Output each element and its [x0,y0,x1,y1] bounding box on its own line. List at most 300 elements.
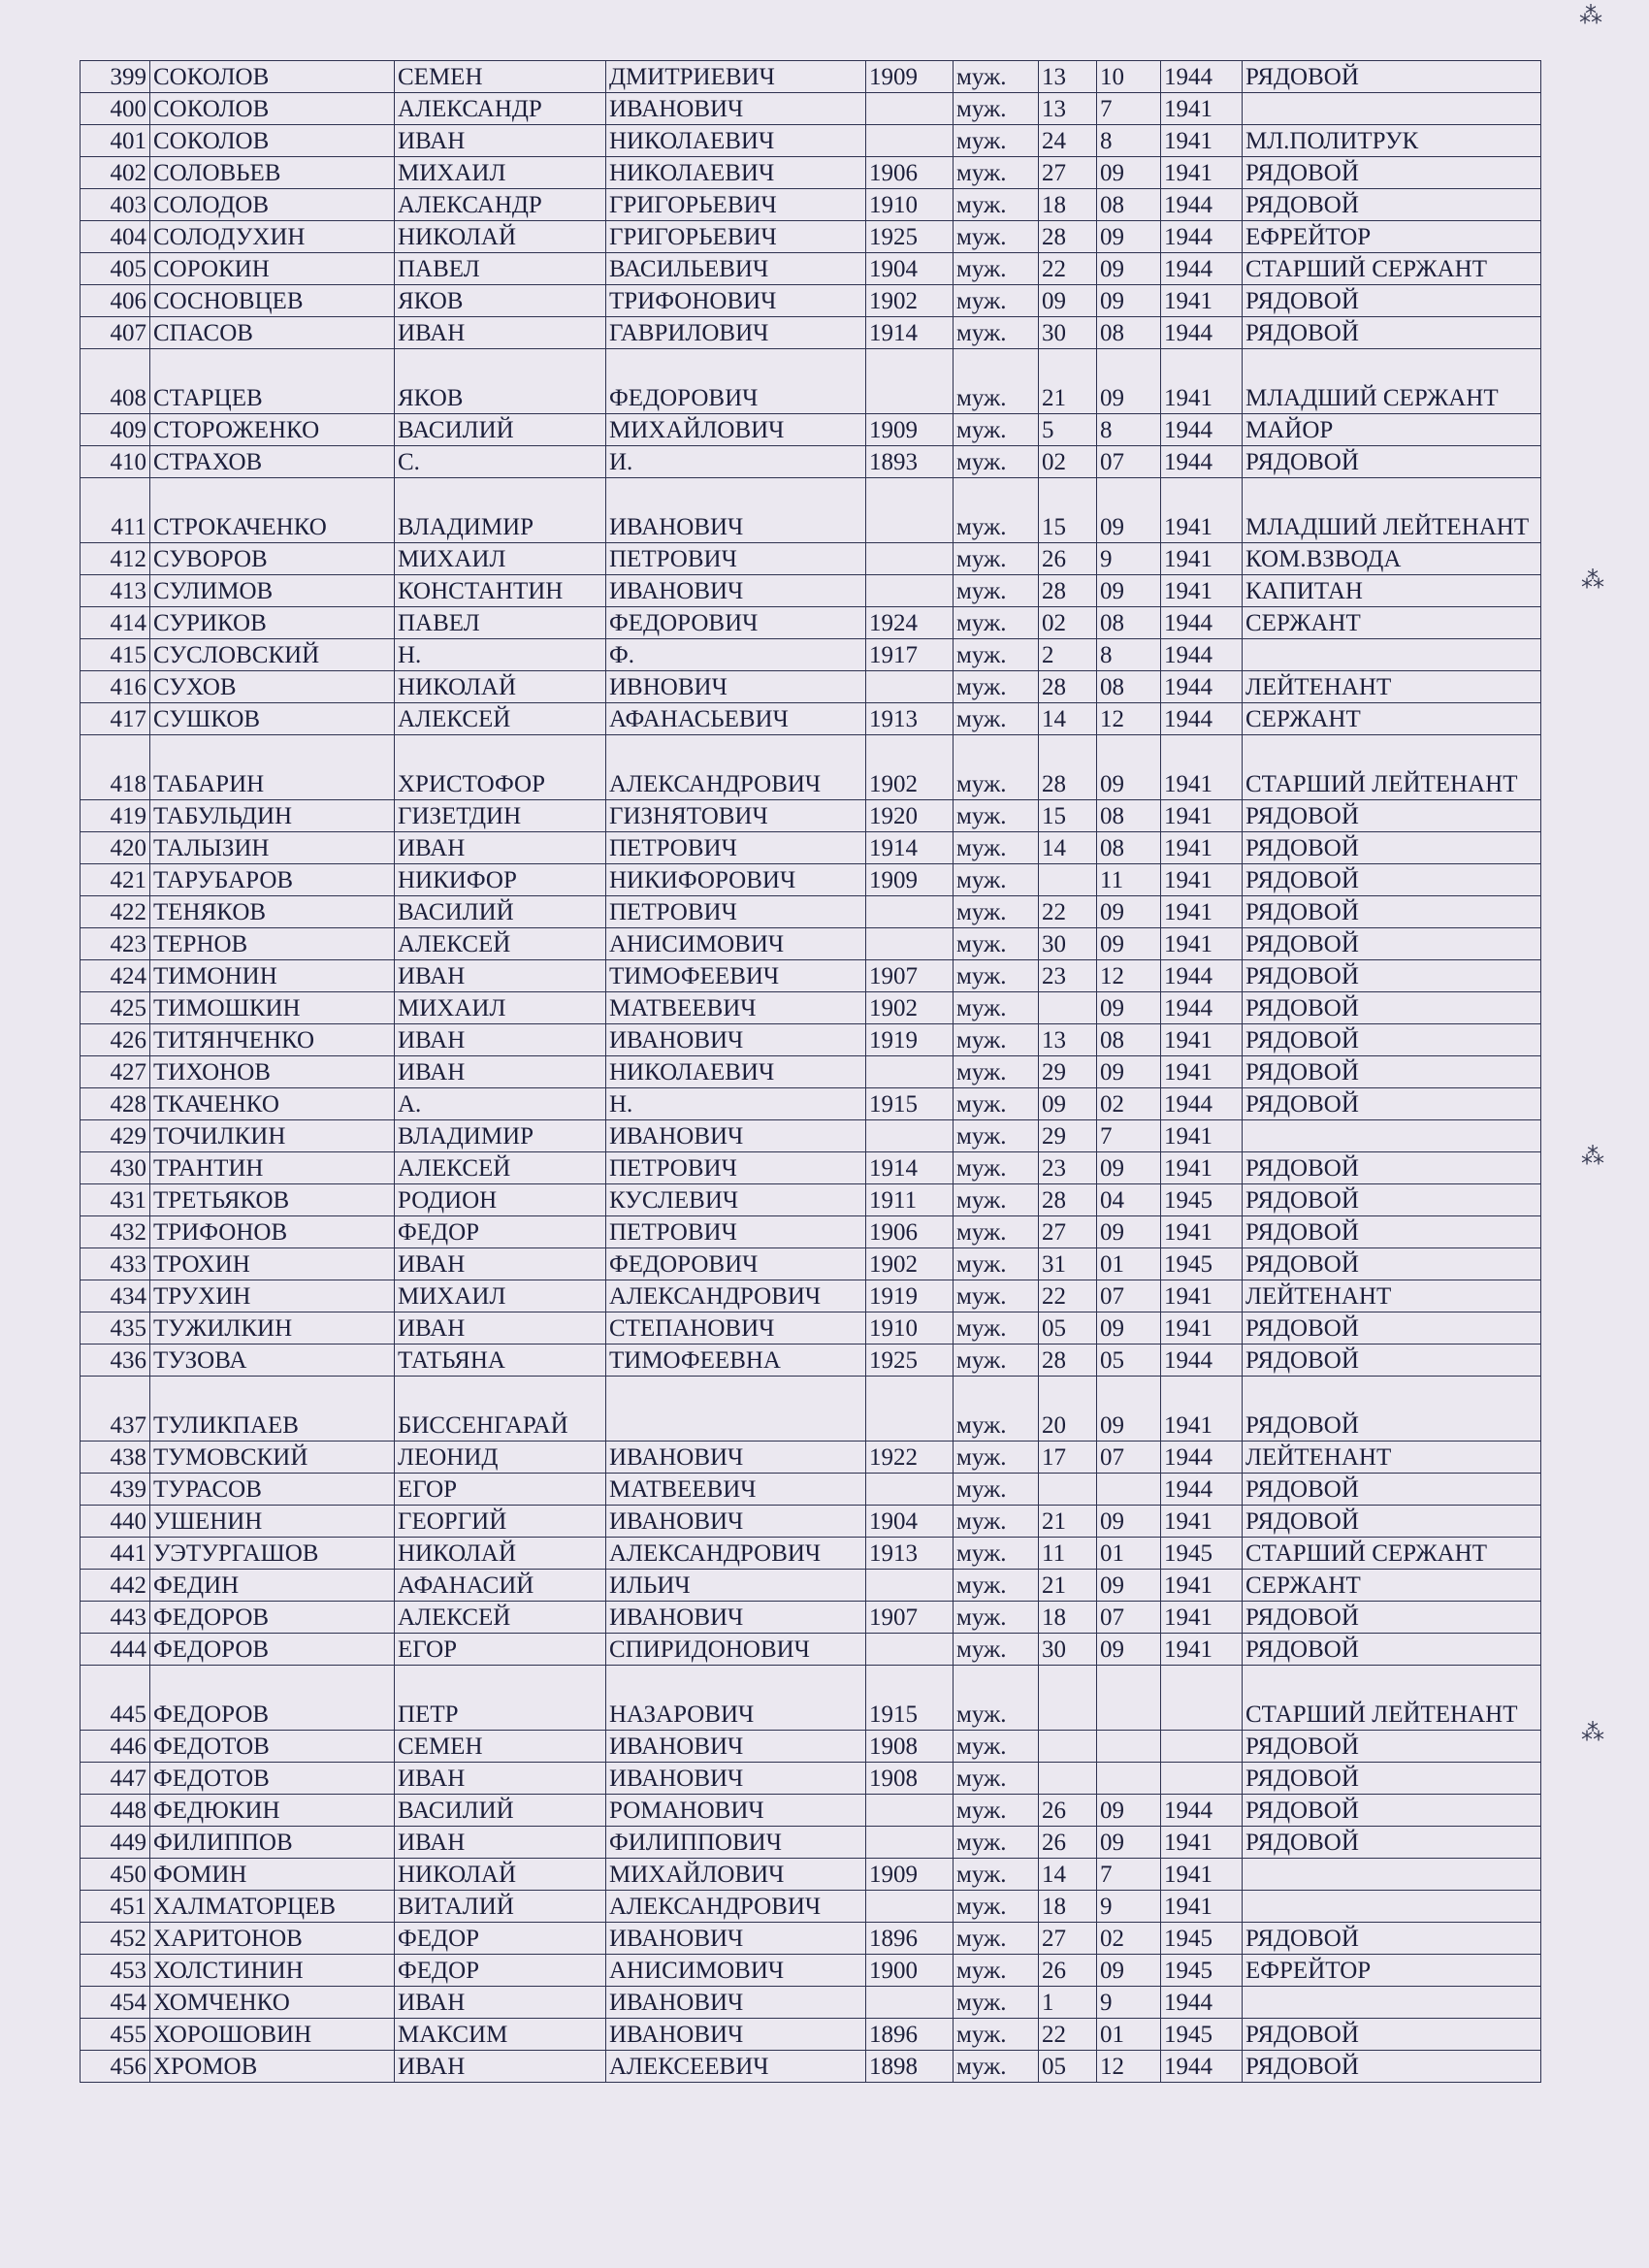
year-cell: 1944 [1161,671,1243,703]
surname-cell: СУХОВ [150,671,395,703]
year-cell: 1941 [1161,864,1243,896]
patronymic-cell: ИВАНОВИЧ [606,2019,866,2051]
patronymic-cell: ИВАНОВИЧ [606,1120,866,1152]
rank-cell: РЯДОВОЙ [1243,1602,1541,1634]
row-number: 453 [81,1955,150,1987]
month-cell: 7 [1097,1120,1161,1152]
first-name-cell: А. [395,1088,606,1120]
surname-cell: ХОЛСТИНИН [150,1955,395,1987]
patronymic-cell: ИВНОВИЧ [606,671,866,703]
month-cell: 12 [1097,960,1161,992]
rank-cell: ЕФРЕЙТОР [1243,1955,1541,1987]
surname-cell: ТИТЯНЧЕНКО [150,1024,395,1056]
surname-cell: ФЕДОТОВ [150,1763,395,1795]
day-cell: 21 [1039,349,1097,414]
surname-cell: СТОРОЖЕНКО [150,414,395,446]
day-cell: 26 [1039,1795,1097,1827]
day-cell: 22 [1039,1280,1097,1312]
first-name-cell: МАКСИМ [395,2019,606,2051]
birth-year-cell: 1906 [866,1216,954,1248]
first-name-cell: АЛЕКСЕЙ [395,1602,606,1634]
day-cell: 24 [1039,125,1097,157]
rank-cell: РЯДОВОЙ [1243,317,1541,349]
row-number: 449 [81,1827,150,1859]
day-cell [1039,864,1097,896]
birth-year-cell: 1896 [866,1923,954,1955]
first-name-cell: РОДИОН [395,1184,606,1216]
year-cell: 1944 [1161,1795,1243,1827]
patronymic-cell: ГРИГОРЬЕВИЧ [606,221,866,253]
table-row [81,1280,1541,1312]
sex-cell: муж. [954,253,1039,285]
rank-cell: РЯДОВОЙ [1243,1088,1541,1120]
row-number: 423 [81,928,150,960]
row-number: 440 [81,1506,150,1538]
table-row [81,1056,1541,1088]
day-cell: 28 [1039,575,1097,607]
birth-year-cell [866,1377,954,1442]
patronymic-cell: АЛЕКСАНДРОВИЧ [606,735,866,800]
first-name-cell: АЛЕКСАНДР [395,189,606,221]
patronymic-cell: Ф. [606,639,866,671]
day-cell: 14 [1039,703,1097,735]
year-cell: 1941 [1161,1827,1243,1859]
row-number: 434 [81,1280,150,1312]
patronymic-cell: СТЕПАНОВИЧ [606,1312,866,1345]
month-cell: 08 [1097,189,1161,221]
patronymic-cell: ПЕТРОВИЧ [606,1216,866,1248]
rank-cell: СТАРШИЙ ЛЕЙТЕНАНТ [1243,735,1541,800]
first-name-cell: ИВАН [395,1987,606,2019]
day-cell: 11 [1039,1538,1097,1570]
sex-cell: муж. [954,1987,1039,2019]
table-row [81,671,1541,703]
sex-cell: муж. [954,543,1039,575]
year-cell: 1941 [1161,543,1243,575]
birth-year-cell: 1909 [866,414,954,446]
month-cell: 07 [1097,1280,1161,1312]
row-number: 435 [81,1312,150,1345]
sex-cell: муж. [954,1280,1039,1312]
birth-year-cell: 1908 [866,1731,954,1763]
scan-mark-1: ⁂ [1581,567,1604,594]
year-cell: 1944 [1161,1442,1243,1474]
table-row [81,317,1541,349]
month-cell: 7 [1097,1859,1161,1891]
month-cell: 09 [1097,478,1161,543]
surname-cell: ТРАНТИН [150,1152,395,1184]
surname-cell: УЭТУРГАШОВ [150,1538,395,1570]
year-cell: 1944 [1161,189,1243,221]
day-cell: 14 [1039,832,1097,864]
sex-cell: муж. [954,1120,1039,1152]
row-number: 403 [81,189,150,221]
month-cell: 09 [1097,1056,1161,1088]
patronymic-cell: СПИРИДОНОВИЧ [606,1634,866,1666]
table-row [81,1120,1541,1152]
patronymic-cell: ФЕДОРОВИЧ [606,1248,866,1280]
month-cell: 09 [1097,992,1161,1024]
table-row [81,253,1541,285]
birth-year-cell: 1906 [866,157,954,189]
first-name-cell: ТАТЬЯНА [395,1345,606,1377]
month-cell [1097,1474,1161,1506]
month-cell: 08 [1097,800,1161,832]
sex-cell: муж. [954,1827,1039,1859]
month-cell: 07 [1097,446,1161,478]
month-cell [1097,1731,1161,1763]
sex-cell: муж. [954,1666,1039,1731]
table-row [81,221,1541,253]
month-cell: 09 [1097,1152,1161,1184]
sex-cell: муж. [954,703,1039,735]
patronymic-cell: МИХАЙЛОВИЧ [606,414,866,446]
year-cell: 1941 [1161,1280,1243,1312]
row-number: 405 [81,253,150,285]
rank-cell: РЯДОВОЙ [1243,832,1541,864]
day-cell: 21 [1039,1506,1097,1538]
year-cell: 1944 [1161,703,1243,735]
sex-cell: муж. [954,61,1039,93]
birth-year-cell: 1915 [866,1088,954,1120]
first-name-cell: БИССЕНГАРАЙ [395,1377,606,1442]
month-cell: 09 [1097,1312,1161,1345]
birth-year-cell [866,1056,954,1088]
month-cell: 09 [1097,896,1161,928]
surname-cell: СОКОЛОВ [150,93,395,125]
rank-cell: СЕРЖАНТ [1243,607,1541,639]
year-cell: 1941 [1161,1891,1243,1923]
patronymic-cell: АЛЕКСЕЕВИЧ [606,2051,866,2083]
row-number: 431 [81,1184,150,1216]
day-cell: 31 [1039,1248,1097,1280]
first-name-cell: АЛЕКСЕЙ [395,703,606,735]
day-cell: 05 [1039,2051,1097,2083]
day-cell: 13 [1039,1024,1097,1056]
day-cell: 20 [1039,1377,1097,1442]
table-row [81,639,1541,671]
first-name-cell: ИВАН [395,1312,606,1345]
table-row [81,1955,1541,1987]
birth-year-cell [866,1570,954,1602]
year-cell: 1941 [1161,1570,1243,1602]
birth-year-cell [866,1795,954,1827]
surname-cell: ФИЛИППОВ [150,1827,395,1859]
table-row [81,864,1541,896]
day-cell: 23 [1039,1152,1097,1184]
sex-cell: муж. [954,1795,1039,1827]
month-cell: 05 [1097,1345,1161,1377]
row-number: 437 [81,1377,150,1442]
table-row [81,1024,1541,1056]
year-cell: 1945 [1161,1184,1243,1216]
roster-body [81,61,1541,2083]
birth-year-cell [866,1827,954,1859]
birth-year-cell [866,349,954,414]
table-row [81,607,1541,639]
day-cell: 28 [1039,1345,1097,1377]
first-name-cell: АЛЕКСАНДР [395,93,606,125]
birth-year-cell [866,1120,954,1152]
patronymic-cell: АЛЕКСАНДРОВИЧ [606,1280,866,1312]
row-number: 436 [81,1345,150,1377]
patronymic-cell: ТИМОФЕЕВИЧ [606,960,866,992]
birth-year-cell: 1904 [866,253,954,285]
birth-year-cell: 1911 [866,1184,954,1216]
row-number: 406 [81,285,150,317]
first-name-cell: АФАНАСИЙ [395,1570,606,1602]
birth-year-cell: 1907 [866,960,954,992]
year-cell: 1944 [1161,61,1243,93]
patronymic-cell: ГИЗНЯТОВИЧ [606,800,866,832]
surname-cell: ТУЛИКПАЕВ [150,1377,395,1442]
month-cell: 09 [1097,575,1161,607]
sex-cell: муж. [954,928,1039,960]
year-cell: 1944 [1161,960,1243,992]
rank-cell: РЯДОВОЙ [1243,800,1541,832]
month-cell: 02 [1097,1088,1161,1120]
surname-cell: СОКОЛОВ [150,125,395,157]
patronymic-cell: ФЕДОРОВИЧ [606,607,866,639]
rank-cell: РЯДОВОЙ [1243,1827,1541,1859]
first-name-cell: АЛЕКСЕЙ [395,1152,606,1184]
year-cell: 1941 [1161,832,1243,864]
month-cell: 08 [1097,832,1161,864]
patronymic-cell: НИКОЛАЕВИЧ [606,1056,866,1088]
birth-year-cell: 1919 [866,1024,954,1056]
birth-year-cell: 1907 [866,1602,954,1634]
year-cell: 1944 [1161,607,1243,639]
surname-cell: ФЕДЮКИН [150,1795,395,1827]
first-name-cell: НИКОЛАЙ [395,671,606,703]
first-name-cell: ВЛАДИМИР [395,1120,606,1152]
year-cell: 1941 [1161,1634,1243,1666]
surname-cell: ТРУХИН [150,1280,395,1312]
first-name-cell: ИВАН [395,832,606,864]
sex-cell: муж. [954,1602,1039,1634]
row-number: 432 [81,1216,150,1248]
day-cell: 5 [1039,414,1097,446]
first-name-cell: ИВАН [395,1056,606,1088]
day-cell: 28 [1039,735,1097,800]
rank-cell: ЛЕЙТЕНАНТ [1243,1442,1541,1474]
year-cell: 1941 [1161,575,1243,607]
rank-cell [1243,1891,1541,1923]
row-number: 443 [81,1602,150,1634]
surname-cell: ФЕДОРОВ [150,1634,395,1666]
day-cell: 28 [1039,1184,1097,1216]
sex-cell: муж. [954,1345,1039,1377]
day-cell: 14 [1039,1859,1097,1891]
first-name-cell: ИВАН [395,1024,606,1056]
table-row [81,2051,1541,2083]
sex-cell: муж. [954,349,1039,414]
patronymic-cell: ДМИТРИЕВИЧ [606,61,866,93]
rank-cell: РЯДОВОЙ [1243,1795,1541,1827]
year-cell: 1941 [1161,125,1243,157]
row-number: 424 [81,960,150,992]
month-cell: 09 [1097,1955,1161,1987]
rank-cell: РЯДОВОЙ [1243,2051,1541,2083]
table-row [81,1216,1541,1248]
day-cell [1039,1763,1097,1795]
first-name-cell: ФЕДОР [395,1216,606,1248]
table-row [81,1345,1541,1377]
year-cell: 1941 [1161,1859,1243,1891]
rank-cell [1243,93,1541,125]
birth-year-cell: 1910 [866,189,954,221]
surname-cell: ФЕДИН [150,1570,395,1602]
table-row [81,703,1541,735]
birth-year-cell: 1904 [866,1506,954,1538]
row-number: 442 [81,1570,150,1602]
surname-cell: ХОРОШОВИН [150,2019,395,2051]
birth-year-cell: 1900 [866,1955,954,1987]
month-cell: 09 [1097,157,1161,189]
month-cell: 09 [1097,1634,1161,1666]
day-cell: 30 [1039,928,1097,960]
month-cell: 10 [1097,61,1161,93]
surname-cell: ТИХОНОВ [150,1056,395,1088]
sex-cell: муж. [954,414,1039,446]
birth-year-cell [866,671,954,703]
surname-cell: ТИМОШКИН [150,992,395,1024]
row-number: 426 [81,1024,150,1056]
row-number: 408 [81,349,150,414]
year-cell: 1944 [1161,317,1243,349]
patronymic-cell: НИКИФОРОВИЧ [606,864,866,896]
table-row [81,832,1541,864]
row-number: 444 [81,1634,150,1666]
row-number: 429 [81,1120,150,1152]
year-cell: 1944 [1161,414,1243,446]
row-number: 419 [81,800,150,832]
table-row [81,575,1541,607]
table-row [81,1377,1541,1442]
first-name-cell: НИКОЛАЙ [395,1859,606,1891]
first-name-cell: ГЕОРГИЙ [395,1506,606,1538]
sex-cell: муж. [954,157,1039,189]
rank-cell: КАПИТАН [1243,575,1541,607]
month-cell: 8 [1097,414,1161,446]
first-name-cell: ЯКОВ [395,349,606,414]
month-cell: 09 [1097,1216,1161,1248]
sex-cell: муж. [954,896,1039,928]
month-cell: 08 [1097,1024,1161,1056]
surname-cell: ФЕДОТОВ [150,1731,395,1763]
patronymic-cell: ГРИГОРЬЕВИЧ [606,189,866,221]
sex-cell: муж. [954,1152,1039,1184]
surname-cell: СТАРЦЕВ [150,349,395,414]
patronymic-cell: ИВАНОВИЧ [606,1987,866,2019]
birth-year-cell: 1908 [866,1763,954,1795]
day-cell: 29 [1039,1056,1097,1088]
day-cell: 27 [1039,157,1097,189]
birth-year-cell: 1909 [866,61,954,93]
patronymic-cell: АЛЕКСАНДРОВИЧ [606,1891,866,1923]
surname-cell: СУРИКОВ [150,607,395,639]
month-cell: 01 [1097,1538,1161,1570]
year-cell: 1944 [1161,992,1243,1024]
year-cell [1161,1666,1243,1731]
patronymic-cell: МАТВЕЕВИЧ [606,1474,866,1506]
day-cell: 09 [1039,1088,1097,1120]
patronymic-cell: ПЕТРОВИЧ [606,832,866,864]
year-cell: 1941 [1161,478,1243,543]
birth-year-cell: 1914 [866,832,954,864]
year-cell: 1941 [1161,93,1243,125]
first-name-cell: ПАВЕЛ [395,607,606,639]
surname-cell: ТАБАРИН [150,735,395,800]
table-row [81,1827,1541,1859]
surname-cell: ТРЕТЬЯКОВ [150,1184,395,1216]
birth-year-cell: 1913 [866,1538,954,1570]
day-cell: 21 [1039,1570,1097,1602]
table-row [81,1474,1541,1506]
first-name-cell: ЯКОВ [395,285,606,317]
table-row [81,1184,1541,1216]
first-name-cell: ИВАН [395,1827,606,1859]
sex-cell: муж. [954,1474,1039,1506]
day-cell: 26 [1039,1955,1097,1987]
birth-year-cell: 1914 [866,317,954,349]
first-name-cell: ФЕДОР [395,1923,606,1955]
sex-cell: муж. [954,1056,1039,1088]
table-row [81,1634,1541,1666]
patronymic-cell: АЛЕКСАНДРОВИЧ [606,1538,866,1570]
first-name-cell: ИВАН [395,317,606,349]
row-number: 448 [81,1795,150,1827]
patronymic-cell: ФЕДОРОВИЧ [606,349,866,414]
surname-cell: ТУЖИЛКИН [150,1312,395,1345]
year-cell: 1944 [1161,446,1243,478]
surname-cell: СОРОКИН [150,253,395,285]
surname-cell: СОЛОДОВ [150,189,395,221]
month-cell: 07 [1097,1442,1161,1474]
patronymic-cell: МАТВЕЕВИЧ [606,992,866,1024]
first-name-cell: ИВАН [395,1763,606,1795]
patronymic-cell: Н. [606,1088,866,1120]
row-number: 445 [81,1666,150,1731]
surname-cell: СОКОЛОВ [150,61,395,93]
year-cell: 1941 [1161,1602,1243,1634]
surname-cell: УШЕНИН [150,1506,395,1538]
day-cell: 18 [1039,189,1097,221]
row-number: 427 [81,1056,150,1088]
birth-year-cell: 1919 [866,1280,954,1312]
month-cell: 01 [1097,1248,1161,1280]
sex-cell: муж. [954,639,1039,671]
rank-cell: РЯДОВОЙ [1243,189,1541,221]
patronymic-cell: ГАВРИЛОВИЧ [606,317,866,349]
sex-cell: муж. [954,575,1039,607]
row-number: 407 [81,317,150,349]
table-row [81,1666,1541,1731]
rank-cell [1243,639,1541,671]
sex-cell: муж. [954,671,1039,703]
first-name-cell: ИВАН [395,2051,606,2083]
patronymic-cell: ТРИФОНОВИЧ [606,285,866,317]
surname-cell: СПАСОВ [150,317,395,349]
day-cell: 22 [1039,253,1097,285]
day-cell [1039,1666,1097,1731]
surname-cell: ТРИФОНОВ [150,1216,395,1248]
month-cell: 09 [1097,1506,1161,1538]
row-number: 455 [81,2019,150,2051]
rank-cell: СТАРШИЙ СЕРЖАНТ [1243,1538,1541,1570]
sex-cell: муж. [954,1216,1039,1248]
table-row [81,1152,1541,1184]
